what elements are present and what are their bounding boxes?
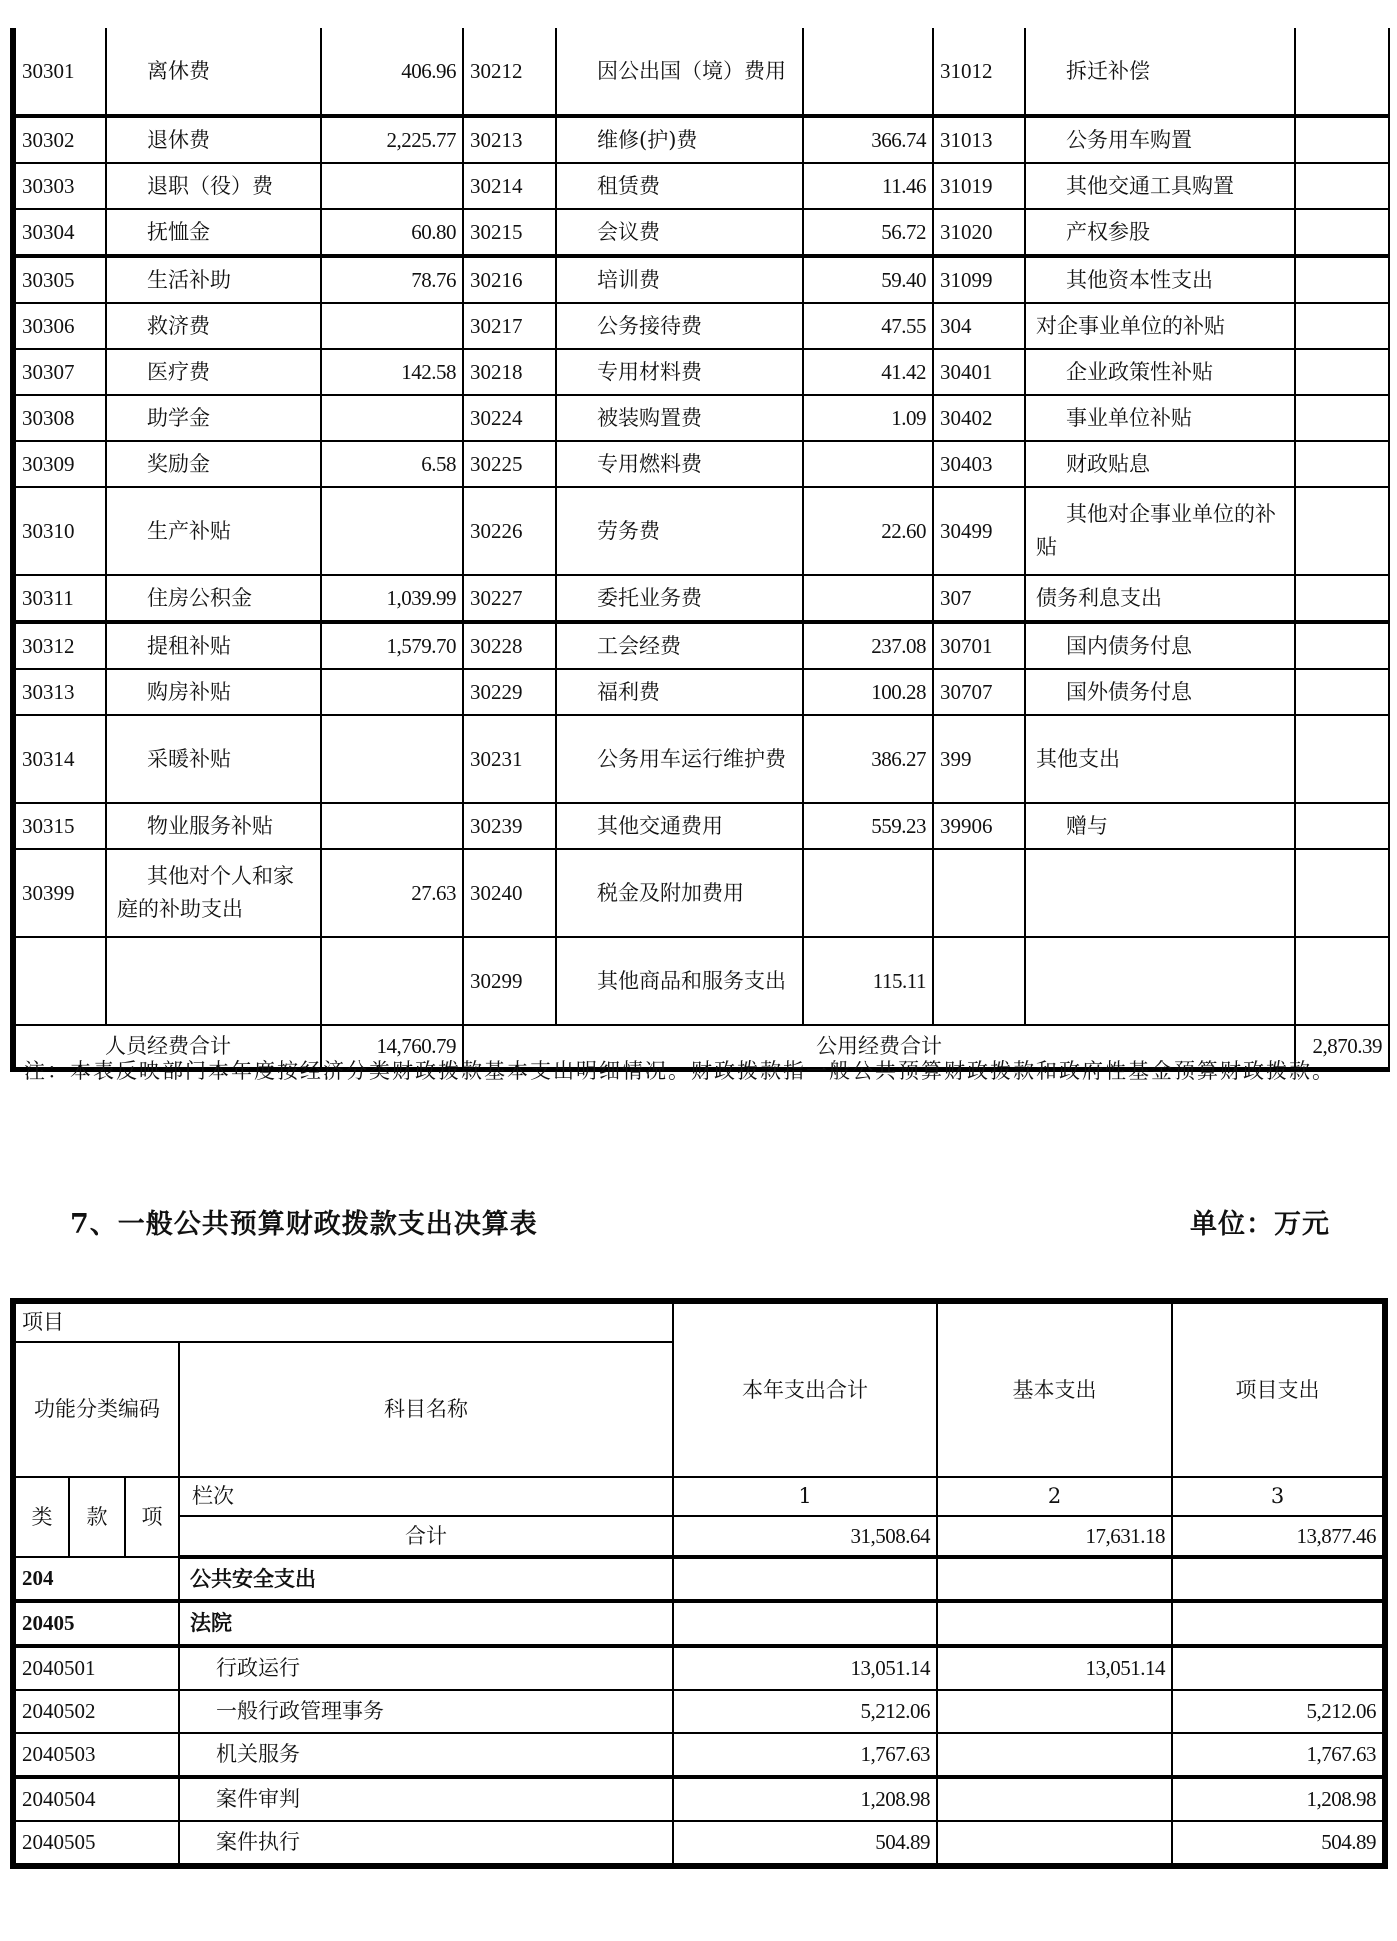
economic-code: 399 <box>933 715 1025 803</box>
economic-code: 30401 <box>933 349 1025 395</box>
table-row <box>13 1646 1385 1690</box>
item-name: 奖励金 <box>106 441 321 487</box>
item-name: 退职（役）费 <box>106 163 321 209</box>
item-name: 生活补助 <box>106 256 321 303</box>
amount <box>1295 849 1389 937</box>
basic-amount <box>937 1733 1172 1777</box>
personnel-total-label: 人员经费合计 <box>13 1025 321 1070</box>
table-row <box>13 441 1389 487</box>
amount <box>321 487 463 575</box>
amount: 22.60 <box>803 487 933 575</box>
amount <box>321 163 463 209</box>
item-name: 产权参股 <box>1025 209 1295 256</box>
amount: 47.55 <box>803 303 933 349</box>
amount <box>1295 395 1389 441</box>
economic-code <box>933 849 1025 937</box>
amount <box>1295 116 1389 163</box>
project-amount: 1,767.63 <box>1172 1733 1385 1777</box>
subject-name: 公共安全支出 <box>179 1557 673 1601</box>
subject-name: 一般行政管理事务 <box>179 1690 673 1733</box>
economic-classification-table <box>10 28 1390 1072</box>
header-xiang: 项 <box>125 1477 179 1557</box>
amount: 60.80 <box>321 209 463 256</box>
economic-code: 30227 <box>463 575 556 622</box>
amount: 1.09 <box>803 395 933 441</box>
table-row <box>13 116 1389 163</box>
economic-code: 30313 <box>13 669 106 715</box>
item-name: 其他资本性支出 <box>1025 256 1295 303</box>
economic-code: 30214 <box>463 163 556 209</box>
amount <box>803 28 933 116</box>
basic-amount <box>937 1821 1172 1866</box>
sum-total: 31,508.64 <box>673 1516 937 1557</box>
economic-code: 30302 <box>13 116 106 163</box>
total-amount <box>673 1557 937 1601</box>
economic-code: 30212 <box>463 28 556 116</box>
project-amount: 5,212.06 <box>1172 1690 1385 1733</box>
function-code: 2040501 <box>13 1646 179 1690</box>
table-row <box>13 303 1389 349</box>
table-note: 注：本表反映部门本年度按经济分类财政拨款基本支出明细情况。财政拨款指一般公共预算财政拨款和政府性基金预算财政拨款。 <box>24 1059 1335 1083</box>
item-name: 会议费 <box>556 209 803 256</box>
economic-code: 30306 <box>13 303 106 349</box>
item-name: 其他交通工具购置 <box>1025 163 1295 209</box>
amount <box>1295 575 1389 622</box>
total-amount: 1,208.98 <box>673 1777 937 1821</box>
subject-name: 案件审判 <box>179 1777 673 1821</box>
section-title: 7、一般公共预算财政拨款支出决算表 <box>70 1209 538 1240</box>
economic-code: 30225 <box>463 441 556 487</box>
table-row <box>13 209 1389 256</box>
amount <box>803 849 933 937</box>
total-amount: 504.89 <box>673 1821 937 1866</box>
economic-code: 30399 <box>13 849 106 937</box>
basic-amount <box>937 1601 1172 1646</box>
item-name <box>1025 849 1295 937</box>
economic-code: 30499 <box>933 487 1025 575</box>
economic-code: 30217 <box>463 303 556 349</box>
sum-label: 合计 <box>179 1516 673 1557</box>
amount <box>803 441 933 487</box>
item-name <box>1025 937 1295 1025</box>
item-name: 其他对企事业单位的补贴 <box>1025 487 1295 575</box>
item-name: 维修(护)费 <box>556 116 803 163</box>
table-row <box>13 937 1389 1025</box>
amount: 11.46 <box>803 163 933 209</box>
header-func-code: 功能分类编码 <box>13 1342 179 1477</box>
table-row <box>13 575 1389 622</box>
item-name: 委托业务费 <box>556 575 803 622</box>
economic-code: 30213 <box>463 116 556 163</box>
economic-code: 30701 <box>933 622 1025 669</box>
economic-code: 30304 <box>13 209 106 256</box>
function-code: 204 <box>13 1557 179 1601</box>
item-name: 公务用车运行维护费 <box>556 715 803 803</box>
item-name: 国内债务付息 <box>1025 622 1295 669</box>
table-row <box>13 1690 1385 1733</box>
amount: 56.72 <box>803 209 933 256</box>
economic-code: 30299 <box>463 937 556 1025</box>
header-col-total: 本年支出合计 <box>673 1301 937 1477</box>
economic-code: 30301 <box>13 28 106 116</box>
item-name: 租赁费 <box>556 163 803 209</box>
item-name: 生产补贴 <box>106 487 321 575</box>
header-kuan: 款 <box>69 1477 125 1557</box>
total-amount: 1,767.63 <box>673 1733 937 1777</box>
amount <box>1295 622 1389 669</box>
item-name: 财政贴息 <box>1025 441 1295 487</box>
item-name: 其他支出 <box>1025 715 1295 803</box>
subject-name: 机关服务 <box>179 1733 673 1777</box>
item-name: 抚恤金 <box>106 209 321 256</box>
amount <box>1295 256 1389 303</box>
header-subject-name: 科目名称 <box>179 1342 673 1477</box>
table-row <box>13 1557 1385 1601</box>
project-amount: 504.89 <box>1172 1821 1385 1866</box>
amount: 78.76 <box>321 256 463 303</box>
item-name: 公务接待费 <box>556 303 803 349</box>
amount <box>321 303 463 349</box>
header-item: 项目 <box>13 1301 673 1342</box>
amount <box>321 715 463 803</box>
table-row <box>13 715 1389 803</box>
table-row <box>13 1733 1385 1777</box>
amount <box>1295 715 1389 803</box>
table-row <box>13 803 1389 849</box>
item-name: 国外债务付息 <box>1025 669 1295 715</box>
item-name: 税金及附加费用 <box>556 849 803 937</box>
table-row <box>13 1821 1385 1866</box>
header-index-3: 3 <box>1172 1477 1385 1516</box>
amount: 2,225.77 <box>321 116 463 163</box>
item-name: 劳务费 <box>556 487 803 575</box>
item-name: 救济费 <box>106 303 321 349</box>
economic-code: 30303 <box>13 163 106 209</box>
table-row <box>13 1601 1385 1646</box>
amount: 406.96 <box>321 28 463 116</box>
economic-code: 30310 <box>13 487 106 575</box>
personnel-total-value: 14,760.79 <box>321 1025 463 1070</box>
function-code: 20405 <box>13 1601 179 1646</box>
economic-code: 30315 <box>13 803 106 849</box>
table-row <box>13 395 1389 441</box>
economic-code: 30231 <box>463 715 556 803</box>
item-name: 其他商品和服务支出 <box>556 937 803 1025</box>
item-name <box>106 937 321 1025</box>
public-total-label: 公用经费合计 <box>463 1025 1295 1070</box>
amount: 27.63 <box>321 849 463 937</box>
economic-code <box>933 937 1025 1025</box>
item-name: 物业服务补贴 <box>106 803 321 849</box>
economic-code: 31099 <box>933 256 1025 303</box>
sum-project: 13,877.46 <box>1172 1516 1385 1557</box>
amount <box>321 669 463 715</box>
item-name: 工会经费 <box>556 622 803 669</box>
function-code: 2040502 <box>13 1690 179 1733</box>
total-amount: 5,212.06 <box>673 1690 937 1733</box>
economic-code: 31013 <box>933 116 1025 163</box>
amount <box>1295 303 1389 349</box>
basic-amount: 13,051.14 <box>937 1646 1172 1690</box>
table-row <box>13 163 1389 209</box>
economic-code: 39906 <box>933 803 1025 849</box>
economic-code: 30224 <box>463 395 556 441</box>
economic-code: 30308 <box>13 395 106 441</box>
table-row <box>13 849 1389 937</box>
item-name: 其他交通费用 <box>556 803 803 849</box>
item-name: 企业政策性补贴 <box>1025 349 1295 395</box>
header-index-1: 1 <box>673 1477 937 1516</box>
economic-code: 30707 <box>933 669 1025 715</box>
item-name: 拆迁补偿 <box>1025 28 1295 116</box>
item-name: 退休费 <box>106 116 321 163</box>
economic-code: 30239 <box>463 803 556 849</box>
amount <box>1295 349 1389 395</box>
economic-code: 304 <box>933 303 1025 349</box>
subject-name: 法院 <box>179 1601 673 1646</box>
economic-code: 31019 <box>933 163 1025 209</box>
economic-code: 31020 <box>933 209 1025 256</box>
amount <box>1295 803 1389 849</box>
public-total-value: 2,870.39 <box>1295 1025 1389 1070</box>
amount <box>1295 441 1389 487</box>
amount: 41.42 <box>803 349 933 395</box>
item-name: 采暖补贴 <box>106 715 321 803</box>
sum-basic: 17,631.18 <box>937 1516 1172 1557</box>
economic-code: 30402 <box>933 395 1025 441</box>
economic-code: 307 <box>933 575 1025 622</box>
amount <box>321 803 463 849</box>
amount: 115.11 <box>803 937 933 1025</box>
amount <box>1295 163 1389 209</box>
header-lanci: 栏次 <box>179 1477 673 1516</box>
economic-code: 30314 <box>13 715 106 803</box>
total-amount: 13,051.14 <box>673 1646 937 1690</box>
header-col-project: 项目支出 <box>1172 1301 1385 1477</box>
item-name: 事业单位补贴 <box>1025 395 1295 441</box>
header-index-2: 2 <box>937 1477 1172 1516</box>
basic-amount <box>937 1777 1172 1821</box>
economic-code: 30226 <box>463 487 556 575</box>
amount <box>1295 937 1389 1025</box>
table-row <box>13 622 1389 669</box>
basic-amount <box>937 1557 1172 1601</box>
item-name: 培训费 <box>556 256 803 303</box>
amount: 59.40 <box>803 256 933 303</box>
amount <box>1295 28 1389 116</box>
table-row <box>13 256 1389 303</box>
economic-code: 30307 <box>13 349 106 395</box>
item-name: 离休费 <box>106 28 321 116</box>
economic-code: 30218 <box>463 349 556 395</box>
item-name: 助学金 <box>106 395 321 441</box>
item-name: 住房公积金 <box>106 575 321 622</box>
project-amount <box>1172 1646 1385 1690</box>
amount <box>1295 669 1389 715</box>
economic-code: 31012 <box>933 28 1025 116</box>
economic-code <box>13 937 106 1025</box>
amount: 1,579.70 <box>321 622 463 669</box>
subject-name: 案件执行 <box>179 1821 673 1866</box>
amount: 237.08 <box>803 622 933 669</box>
amount <box>321 937 463 1025</box>
item-name: 医疗费 <box>106 349 321 395</box>
economic-code: 30312 <box>13 622 106 669</box>
item-name: 专用燃料费 <box>556 441 803 487</box>
item-name: 专用材料费 <box>556 349 803 395</box>
item-name: 公务用车购置 <box>1025 116 1295 163</box>
amount: 366.74 <box>803 116 933 163</box>
table-row <box>13 349 1389 395</box>
project-amount <box>1172 1557 1385 1601</box>
project-amount <box>1172 1601 1385 1646</box>
project-amount: 1,208.98 <box>1172 1777 1385 1821</box>
amount: 386.27 <box>803 715 933 803</box>
economic-code: 30229 <box>463 669 556 715</box>
table-row <box>13 1777 1385 1821</box>
amount <box>321 395 463 441</box>
table-row <box>13 28 1389 116</box>
amount: 100.28 <box>803 669 933 715</box>
economic-code: 30215 <box>463 209 556 256</box>
economic-code: 30228 <box>463 622 556 669</box>
table-row <box>13 669 1389 715</box>
function-code: 2040503 <box>13 1733 179 1777</box>
item-name: 对企事业单位的补贴 <box>1025 303 1295 349</box>
item-name: 债务利息支出 <box>1025 575 1295 622</box>
unit-label: 单位：万元 <box>1190 1209 1330 1240</box>
amount: 559.23 <box>803 803 933 849</box>
table-row <box>13 487 1389 575</box>
item-name: 因公出国（境）费用 <box>556 28 803 116</box>
total-amount <box>673 1601 937 1646</box>
amount <box>1295 209 1389 256</box>
function-code: 2040505 <box>13 1821 179 1866</box>
economic-code: 30403 <box>933 441 1025 487</box>
basic-amount <box>937 1690 1172 1733</box>
item-name: 提租补贴 <box>106 622 321 669</box>
item-name: 购房补贴 <box>106 669 321 715</box>
function-code: 2040504 <box>13 1777 179 1821</box>
amount: 142.58 <box>321 349 463 395</box>
economic-code: 30311 <box>13 575 106 622</box>
amount: 1,039.99 <box>321 575 463 622</box>
economic-code: 30216 <box>463 256 556 303</box>
item-name: 被装购置费 <box>556 395 803 441</box>
amount: 6.58 <box>321 441 463 487</box>
item-name: 赠与 <box>1025 803 1295 849</box>
item-name: 福利费 <box>556 669 803 715</box>
economic-code: 30240 <box>463 849 556 937</box>
amount <box>1295 487 1389 575</box>
subject-name: 行政运行 <box>179 1646 673 1690</box>
general-budget-expenditure-table <box>10 1298 1388 1869</box>
economic-code: 30309 <box>13 441 106 487</box>
economic-code: 30305 <box>13 256 106 303</box>
amount <box>803 575 933 622</box>
header-col-basic: 基本支出 <box>937 1301 1172 1477</box>
item-name: 其他对个人和家庭的补助支出 <box>106 849 321 937</box>
header-lei: 类 <box>13 1477 69 1557</box>
